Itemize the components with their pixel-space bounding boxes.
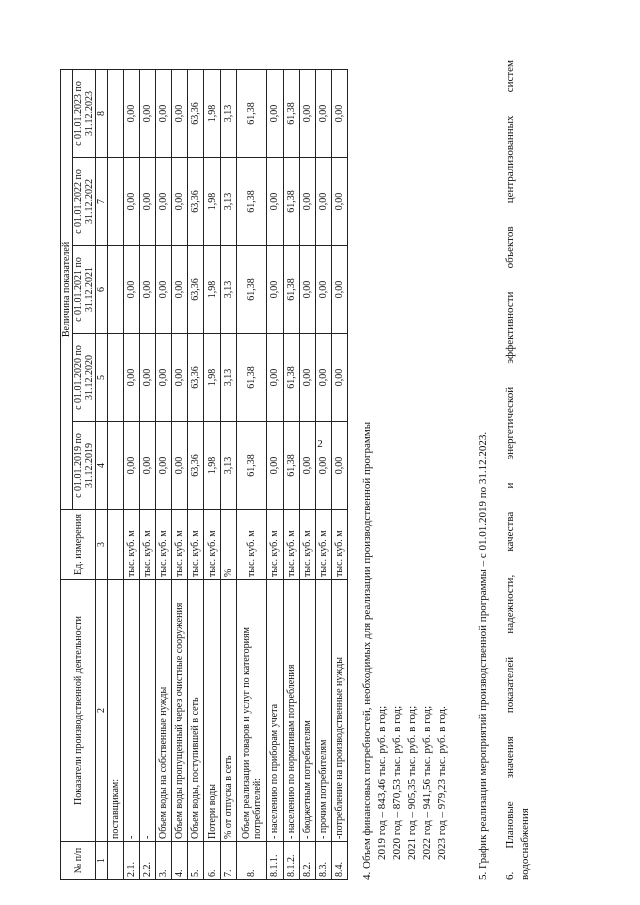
section-6-line-1: 6. Плановые значения показателей надежности, качества и энергетической эффективности объектов централизованных систем — [504, 60, 516, 880]
row-value: 0,00 — [299, 158, 315, 246]
financing-item: 2021 год – 905,35 тыс. руб. в год; — [406, 705, 418, 860]
row-unit — [108, 510, 124, 580]
header-group: Величина показателей — [61, 69, 73, 509]
table-row — [267, 69, 283, 879]
table-row — [299, 69, 315, 879]
row-indicator: -потребление на производственные нужды — [331, 580, 347, 842]
column-number: 3 — [96, 510, 108, 580]
row-value: 0,00 — [315, 69, 331, 157]
header-period: с 01.01.2022 по 31.12.2022 — [73, 158, 96, 246]
column-numbers-row — [96, 69, 108, 879]
row-unit: тыс. куб. м — [299, 510, 315, 580]
row-unit: % — [220, 510, 236, 580]
row-unit: тыс. куб. м — [204, 510, 220, 580]
row-unit: тыс. куб. м — [124, 510, 140, 580]
row-value: 0,00 — [172, 158, 188, 246]
row-number: 8.1.2. — [283, 842, 299, 880]
row-indicator: Объем воды на собственные нужды — [156, 580, 172, 842]
row-number: 8.2. — [299, 842, 315, 880]
row-value: 0,00 — [315, 334, 331, 422]
row-value: 3,13 — [220, 334, 236, 422]
row-number: 2.2. — [140, 842, 156, 880]
header-num: № п/п — [61, 842, 96, 880]
header-period: с 01.01.2021 по 31.12.2021 — [73, 246, 96, 334]
row-value: 61,38 — [236, 246, 267, 334]
row-value: 0,00 — [267, 158, 283, 246]
row-value: 0,00 — [267, 422, 283, 510]
row-value: 0,00 — [172, 422, 188, 510]
row-value: 0,00 — [331, 246, 347, 334]
row-value: 61,38 — [236, 334, 267, 422]
row-unit: тыс. куб. м — [283, 510, 299, 580]
row-indicator: - населению по нормативам потребления — [283, 580, 299, 842]
row-unit: тыс. куб. м — [315, 510, 331, 580]
row-unit: тыс. куб. м — [331, 510, 347, 580]
financing-item: 2019 год – 843,46 тыс. руб. в год; — [376, 705, 388, 860]
row-number: 8.4. — [331, 842, 347, 880]
row-number: 7. — [220, 842, 236, 880]
financing-item: 2022 год – 941,56 тыс. руб. в год; — [421, 705, 433, 860]
row-value: 61,38 — [236, 422, 267, 510]
row-value: 61,38 — [283, 69, 299, 157]
row-value: 61,38 — [236, 69, 267, 157]
row-value: 61,38 — [236, 158, 267, 246]
section-5-text: 5. График реализации мероприятий производственной программы – с 01.01.2019 по 31.12.2023. — [477, 431, 489, 880]
row-value: 63,36 — [188, 69, 204, 157]
financing-item: 2020 год – 870,53 тыс. руб. в год; — [391, 705, 403, 860]
table-row — [283, 69, 299, 879]
row-value: 3,13 — [220, 422, 236, 510]
row-number: 5. — [188, 842, 204, 880]
row-value: 0,00 — [124, 69, 140, 157]
row-value: 0,00 — [315, 422, 331, 510]
row-indicator: Объем реализации товаров и услуг по категориям потребителей: — [236, 580, 267, 842]
row-value: 0,00 — [267, 69, 283, 157]
row-value: 61,38 — [283, 158, 299, 246]
row-value: 1,98 — [204, 69, 220, 157]
row-value: 63,36 — [188, 422, 204, 510]
row-value: 0,00 — [140, 334, 156, 422]
row-value: 0,00 — [331, 422, 347, 510]
row-unit: тыс. куб. м — [236, 510, 267, 580]
table-row — [331, 69, 347, 879]
row-number: 8.3. — [315, 842, 331, 880]
table-row — [108, 69, 124, 879]
header-period: с 01.01.2023 по 31.12.2023 — [73, 69, 96, 157]
column-number: 2 — [96, 580, 108, 842]
header-indicator: Показатели производственной деятельности — [61, 580, 96, 842]
row-number: 4. — [172, 842, 188, 880]
notes-section — [360, 60, 533, 880]
row-indicator: поставщикам: — [108, 580, 124, 842]
row-value: 0,00 — [315, 246, 331, 334]
row-value: 63,36 — [188, 334, 204, 422]
row-unit: тыс. куб. м — [172, 510, 188, 580]
rotated-content — [60, 25, 605, 880]
row-value — [108, 246, 124, 334]
row-value: 0,00 — [156, 422, 172, 510]
row-value: 0,00 — [140, 69, 156, 157]
column-number: 6 — [96, 246, 108, 334]
row-value: 0,00 — [172, 334, 188, 422]
table-row — [236, 69, 267, 879]
row-value: 1,98 — [204, 422, 220, 510]
row-value: 0,00 — [124, 246, 140, 334]
row-value: 1,98 — [204, 334, 220, 422]
column-number: 8 — [96, 69, 108, 157]
row-value: 0,00 — [156, 334, 172, 422]
row-number: 8.1.1. — [267, 842, 283, 880]
row-unit: тыс. куб. м — [156, 510, 172, 580]
row-value: 0,00 — [124, 158, 140, 246]
row-number: 3. — [156, 842, 172, 880]
row-number — [108, 842, 124, 880]
row-value — [108, 69, 124, 157]
table-row — [140, 69, 156, 879]
row-value: 0,00 — [156, 246, 172, 334]
row-value: 0,00 — [172, 69, 188, 157]
column-number: 4 — [96, 422, 108, 510]
table-row — [124, 69, 140, 879]
row-value: 0,00 — [267, 246, 283, 334]
column-number: 1 — [96, 842, 108, 880]
row-value: 0,00 — [299, 69, 315, 157]
row-value: 3,13 — [220, 246, 236, 334]
row-value: 63,36 — [188, 158, 204, 246]
row-value: 63,36 — [188, 246, 204, 334]
row-value — [108, 422, 124, 510]
row-value: 3,13 — [220, 69, 236, 157]
row-indicator: Объем воды пропущенный через очистные сооружения — [172, 580, 188, 842]
column-number: 7 — [96, 158, 108, 246]
row-value: 0,00 — [315, 158, 331, 246]
table-row — [172, 69, 188, 879]
financing-item: 2023 год – 979,23 тыс. руб. в год. — [436, 706, 448, 860]
row-unit: тыс. куб. м — [140, 510, 156, 580]
row-indicator: Потери воды — [204, 580, 220, 842]
column-number: 5 — [96, 334, 108, 422]
row-value: 0,00 — [172, 246, 188, 334]
row-value: 0,00 — [331, 69, 347, 157]
row-value: 0,00 — [124, 334, 140, 422]
row-indicator: - прочим потребителям — [315, 580, 331, 842]
row-value — [108, 158, 124, 246]
row-value: 61,38 — [283, 422, 299, 510]
row-unit: тыс. куб. м — [267, 510, 283, 580]
row-unit: тыс. куб. м — [188, 510, 204, 580]
row-value — [108, 334, 124, 422]
table-row — [188, 69, 204, 879]
row-value: 0,00 — [140, 158, 156, 246]
row-value: 0,00 — [267, 334, 283, 422]
production-indicators-table — [60, 69, 348, 880]
row-indicator: - — [124, 580, 140, 842]
table-row — [204, 69, 220, 879]
row-value: 3,13 — [220, 158, 236, 246]
row-indicator: % от отпуска в сеть — [220, 580, 236, 842]
row-value: 0,00 — [299, 422, 315, 510]
row-value: 0,00 — [299, 246, 315, 334]
row-indicator: - — [140, 580, 156, 842]
header-unit: Ед. измерения — [61, 510, 96, 580]
row-value: 0,00 — [156, 69, 172, 157]
section-6-line-2: водоснабжения — [519, 808, 531, 880]
row-value: 61,38 — [283, 334, 299, 422]
row-value: 1,98 — [204, 246, 220, 334]
row-value: 0,00 — [331, 334, 347, 422]
row-value: 0,00 — [299, 334, 315, 422]
table-row — [156, 69, 172, 879]
row-value: 0,00 — [124, 422, 140, 510]
row-value: 0,00 — [140, 246, 156, 334]
row-value: 0,00 — [140, 422, 156, 510]
row-indicator: - населению по приборам учета — [267, 580, 283, 842]
row-value: 0,00 — [156, 158, 172, 246]
row-number: 8. — [236, 842, 267, 880]
header-period: с 01.01.2020 по 31.12.2020 — [73, 334, 96, 422]
row-number: 6. — [204, 842, 220, 880]
row-number: 2.1. — [124, 842, 140, 880]
section-4-title: 4. Объем финансовых потребностей, необходимых для реализации производственной программы — [361, 421, 373, 880]
table-row — [220, 69, 236, 879]
row-value: 61,38 — [283, 246, 299, 334]
row-value: 1,98 — [204, 158, 220, 246]
header-period: с 01.01.2019 по 31.12.2019 — [73, 422, 96, 510]
row-value: 0,00 — [331, 158, 347, 246]
page-number: 2 — [317, 438, 323, 450]
row-indicator: - бюджетным потребителям — [299, 580, 315, 842]
table-row — [315, 69, 331, 879]
row-indicator: Объем воды, поступившей в сеть — [188, 580, 204, 842]
